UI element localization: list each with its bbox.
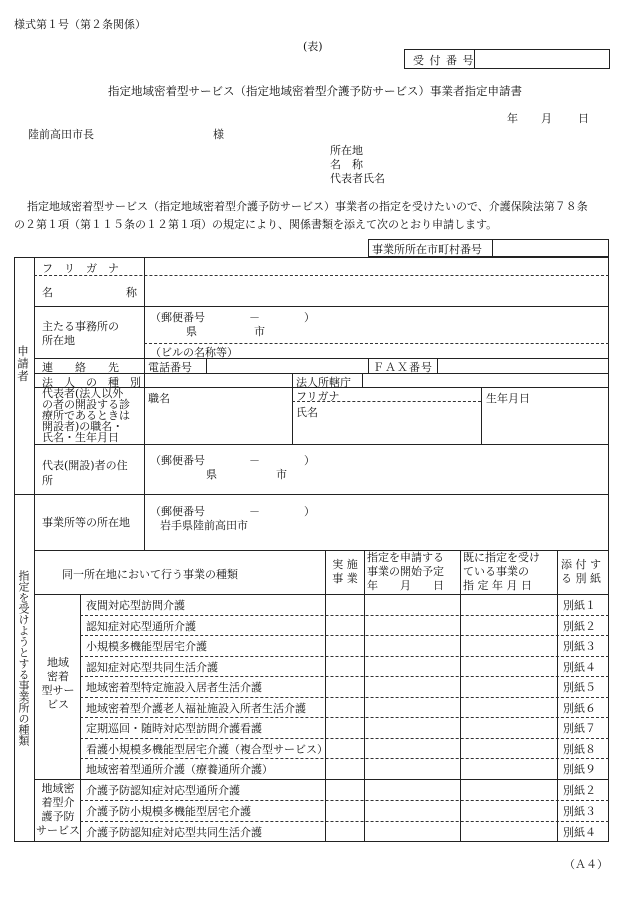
service-name: 地域密着型特定施設入居者生活介護 bbox=[86, 681, 262, 694]
form-number: 様式第１号（第２条関係） bbox=[14, 18, 146, 31]
rep-name: 氏名 bbox=[296, 406, 318, 419]
corp-agency-label: 法人所轄庁 bbox=[296, 376, 351, 389]
start-date-cell[interactable] bbox=[366, 740, 458, 757]
rep-furigana: フリガナ bbox=[296, 390, 340, 403]
attached-header-2: る 別 紙 bbox=[561, 572, 601, 585]
implemented-cell[interactable] bbox=[327, 678, 363, 695]
implemented-cell[interactable] bbox=[327, 823, 363, 840]
attached-sheet: 別紙２ bbox=[563, 619, 596, 633]
service-name: 介護予防小規模多機能型居宅介護 bbox=[86, 805, 251, 818]
office-location-label: 事業所等の所在地 bbox=[42, 516, 130, 529]
start-date-cell[interactable] bbox=[366, 678, 458, 695]
implemented-cell[interactable] bbox=[327, 658, 363, 675]
rep-label-1: 代表者(法人以外 bbox=[42, 387, 124, 400]
existing-date-cell[interactable] bbox=[462, 719, 554, 736]
existing-date-cell[interactable] bbox=[462, 781, 554, 798]
attached-sheet: 別紙６ bbox=[563, 701, 596, 715]
start-date-cell[interactable] bbox=[366, 699, 458, 716]
attached-sheet: 別紙４ bbox=[563, 660, 596, 674]
applicant-rep-label: 代表者氏名 bbox=[330, 172, 385, 185]
implemented-cell[interactable] bbox=[327, 637, 363, 654]
start-date-cell[interactable] bbox=[366, 781, 458, 798]
existing-date-cell[interactable] bbox=[462, 699, 554, 716]
group2-label-3: 護予防 bbox=[41, 810, 75, 823]
attached-sheet: 別紙５ bbox=[563, 681, 596, 694]
rep-label-3: 療所であるときは bbox=[42, 409, 130, 422]
service-name: 定期巡回・随時対応型訪問介護看護 bbox=[86, 722, 262, 735]
main-office-label-2: 所在地 bbox=[42, 334, 75, 347]
service-name: 小規模多機能型居宅介護 bbox=[86, 640, 207, 653]
attached-sheet: 別紙９ bbox=[563, 763, 596, 776]
section-applicant: 申請者 bbox=[16, 345, 30, 383]
contact-label: 連 絡 先 bbox=[42, 361, 119, 374]
start-header-1: 指定を申請する bbox=[367, 551, 444, 564]
main-office-prefecture: 県 bbox=[186, 325, 197, 338]
office-city-number-label: 事業所所在市町村番号 bbox=[372, 243, 482, 256]
attached-sheet: 別紙４ bbox=[563, 826, 596, 839]
rep-birth-date: 生年月日 bbox=[486, 392, 530, 405]
rep-address-prefecture: 県 bbox=[206, 468, 217, 481]
service-name: 地域密着型通所介護（療養通所介護） bbox=[86, 763, 273, 776]
service-name: 認知症対応型通所介護 bbox=[86, 619, 196, 633]
office-postal: （郵便番号 － ） bbox=[150, 505, 315, 518]
existing-date-cell[interactable] bbox=[462, 802, 554, 819]
start-date-cell[interactable] bbox=[366, 802, 458, 819]
main-office-city: 市 bbox=[254, 325, 265, 338]
rep-address-label-1: 代表(開設)者の住 bbox=[42, 459, 128, 472]
service-name: 夜間対応型訪問介護 bbox=[86, 599, 185, 612]
existing-header-2: ている事業の bbox=[463, 565, 529, 578]
implemented-header-1: 実 施 bbox=[332, 558, 358, 571]
existing-date-cell[interactable] bbox=[462, 596, 554, 613]
start-date-cell[interactable] bbox=[366, 637, 458, 654]
service-name: 地域密着型介護老人福祉施設入所者生活介護 bbox=[86, 701, 306, 715]
attached-sheet: 別紙８ bbox=[563, 742, 596, 756]
existing-date-cell[interactable] bbox=[462, 617, 554, 634]
attached-sheet: 別紙２ bbox=[563, 784, 596, 797]
rep-label-4: 開設者)の職名・ bbox=[42, 420, 124, 433]
attached-header-1: 添 付 す bbox=[561, 558, 601, 571]
rep-address-postal: （郵便番号 － ） bbox=[150, 454, 315, 467]
implemented-cell[interactable] bbox=[327, 802, 363, 819]
group2-label-2: 着型介 bbox=[41, 796, 75, 809]
service-name: 介護予防認知症対応型共同生活介護 bbox=[86, 826, 262, 839]
group1-label-4: ビス bbox=[47, 698, 69, 711]
date-day: 日 bbox=[578, 112, 589, 125]
implemented-cell[interactable] bbox=[327, 617, 363, 634]
service-name: 看護小規模多機能型居宅介護（複合型サービス） bbox=[86, 742, 328, 756]
start-date-cell[interactable] bbox=[366, 617, 458, 634]
paper-size: （Ａ４） bbox=[564, 858, 608, 871]
side-label: (表) bbox=[303, 40, 323, 53]
existing-date-cell[interactable] bbox=[462, 740, 554, 757]
existing-header-3: 指 定 年 月 日 bbox=[463, 579, 532, 592]
start-date-cell[interactable] bbox=[366, 658, 458, 675]
intro-line-1: 指定地域密着型サービス（指定地域密着型介護予防サービス）事業者の指定を受けたいので、介護保険法第７８条 bbox=[27, 200, 588, 213]
page-title: 指定地域密着型サービス（指定地域密着型介護予防サービス）事業者指定申請書 bbox=[108, 84, 522, 98]
attached-sheet: 別紙３ bbox=[563, 640, 596, 653]
receipt-number-label: 受 付 番 号 bbox=[413, 54, 475, 67]
date-year: 年 bbox=[507, 112, 518, 125]
name-label-left: 名 bbox=[42, 286, 53, 299]
service-name: 介護予防認知症対応型通所介護 bbox=[86, 784, 240, 797]
attached-sheet: 別紙３ bbox=[563, 805, 596, 818]
addressee-honorific: 様 bbox=[213, 128, 224, 141]
existing-date-cell[interactable] bbox=[462, 637, 554, 654]
implemented-cell[interactable] bbox=[327, 699, 363, 716]
group2-label-4: サービス bbox=[36, 824, 80, 837]
existing-date-cell[interactable] bbox=[462, 658, 554, 675]
fax-label: ＦＡＸ番号 bbox=[373, 361, 433, 374]
group1-label-3: 型サー bbox=[41, 684, 75, 697]
services-kind-header: 同一所在地において行う事業の種類 bbox=[62, 568, 238, 581]
rep-address-city: 市 bbox=[276, 468, 287, 481]
attached-sheet: 別紙１ bbox=[563, 599, 596, 612]
start-header-2: 事業の開始予定 bbox=[367, 565, 444, 578]
implemented-cell[interactable] bbox=[327, 781, 363, 798]
start-date-cell[interactable] bbox=[366, 596, 458, 613]
implemented-cell[interactable] bbox=[327, 760, 363, 777]
existing-date-cell[interactable] bbox=[462, 760, 554, 777]
implemented-cell[interactable] bbox=[327, 740, 363, 757]
section-office-type: 指定を受けようとする事業所の種類 bbox=[17, 570, 30, 746]
furigana-label: フ リ ガ ナ bbox=[42, 262, 119, 275]
main-office-label-1: 主たる事務所の bbox=[42, 320, 119, 333]
implemented-header-2: 事 業 bbox=[332, 572, 358, 585]
group1-label-2: 密着 bbox=[47, 670, 69, 683]
start-date-cell[interactable] bbox=[366, 719, 458, 736]
applicant-name-label: 名 称 bbox=[330, 158, 363, 171]
main-office-building: （ビルの名称等） bbox=[150, 346, 238, 359]
attached-sheet: 別紙７ bbox=[563, 722, 596, 735]
rep-job-title: 職名 bbox=[148, 392, 170, 405]
rep-label-5: 氏名・生年月日 bbox=[42, 431, 119, 444]
group1-label-1: 地域 bbox=[47, 656, 69, 669]
implemented-cell[interactable] bbox=[327, 596, 363, 613]
corp-type-label: 法 人 の 種 別 bbox=[42, 376, 141, 389]
start-date-cell[interactable] bbox=[366, 823, 458, 840]
start-date-cell[interactable] bbox=[366, 760, 458, 777]
rep-label-2: の者の開設する診 bbox=[42, 398, 130, 411]
implemented-cell[interactable] bbox=[327, 719, 363, 736]
date-month: 月 bbox=[541, 112, 552, 125]
addressee: 陸前高田市長 bbox=[28, 128, 94, 141]
name-label-right: 称 bbox=[126, 286, 137, 299]
existing-date-cell[interactable] bbox=[462, 823, 554, 840]
group2-label-1: 地域密 bbox=[41, 782, 75, 795]
start-header-3: 年 月 日 bbox=[367, 579, 444, 592]
existing-header-1: 既に指定を受け bbox=[463, 551, 540, 564]
intro-line-2: の２第１項（第１１５条の１２第１項）の規定により、関係書類を添えて次のとおり申請します。 bbox=[14, 218, 498, 231]
applicant-address-label: 所在地 bbox=[330, 144, 363, 157]
existing-date-cell[interactable] bbox=[462, 678, 554, 695]
main-office-postal: （郵便番号 － ） bbox=[150, 311, 315, 324]
office-address: 岩手県陸前高田市 bbox=[160, 519, 248, 532]
rep-address-label-2: 所 bbox=[42, 474, 53, 487]
tel-label: 電話番号 bbox=[148, 361, 192, 374]
service-name: 認知症対応型共同生活介護 bbox=[86, 660, 218, 674]
